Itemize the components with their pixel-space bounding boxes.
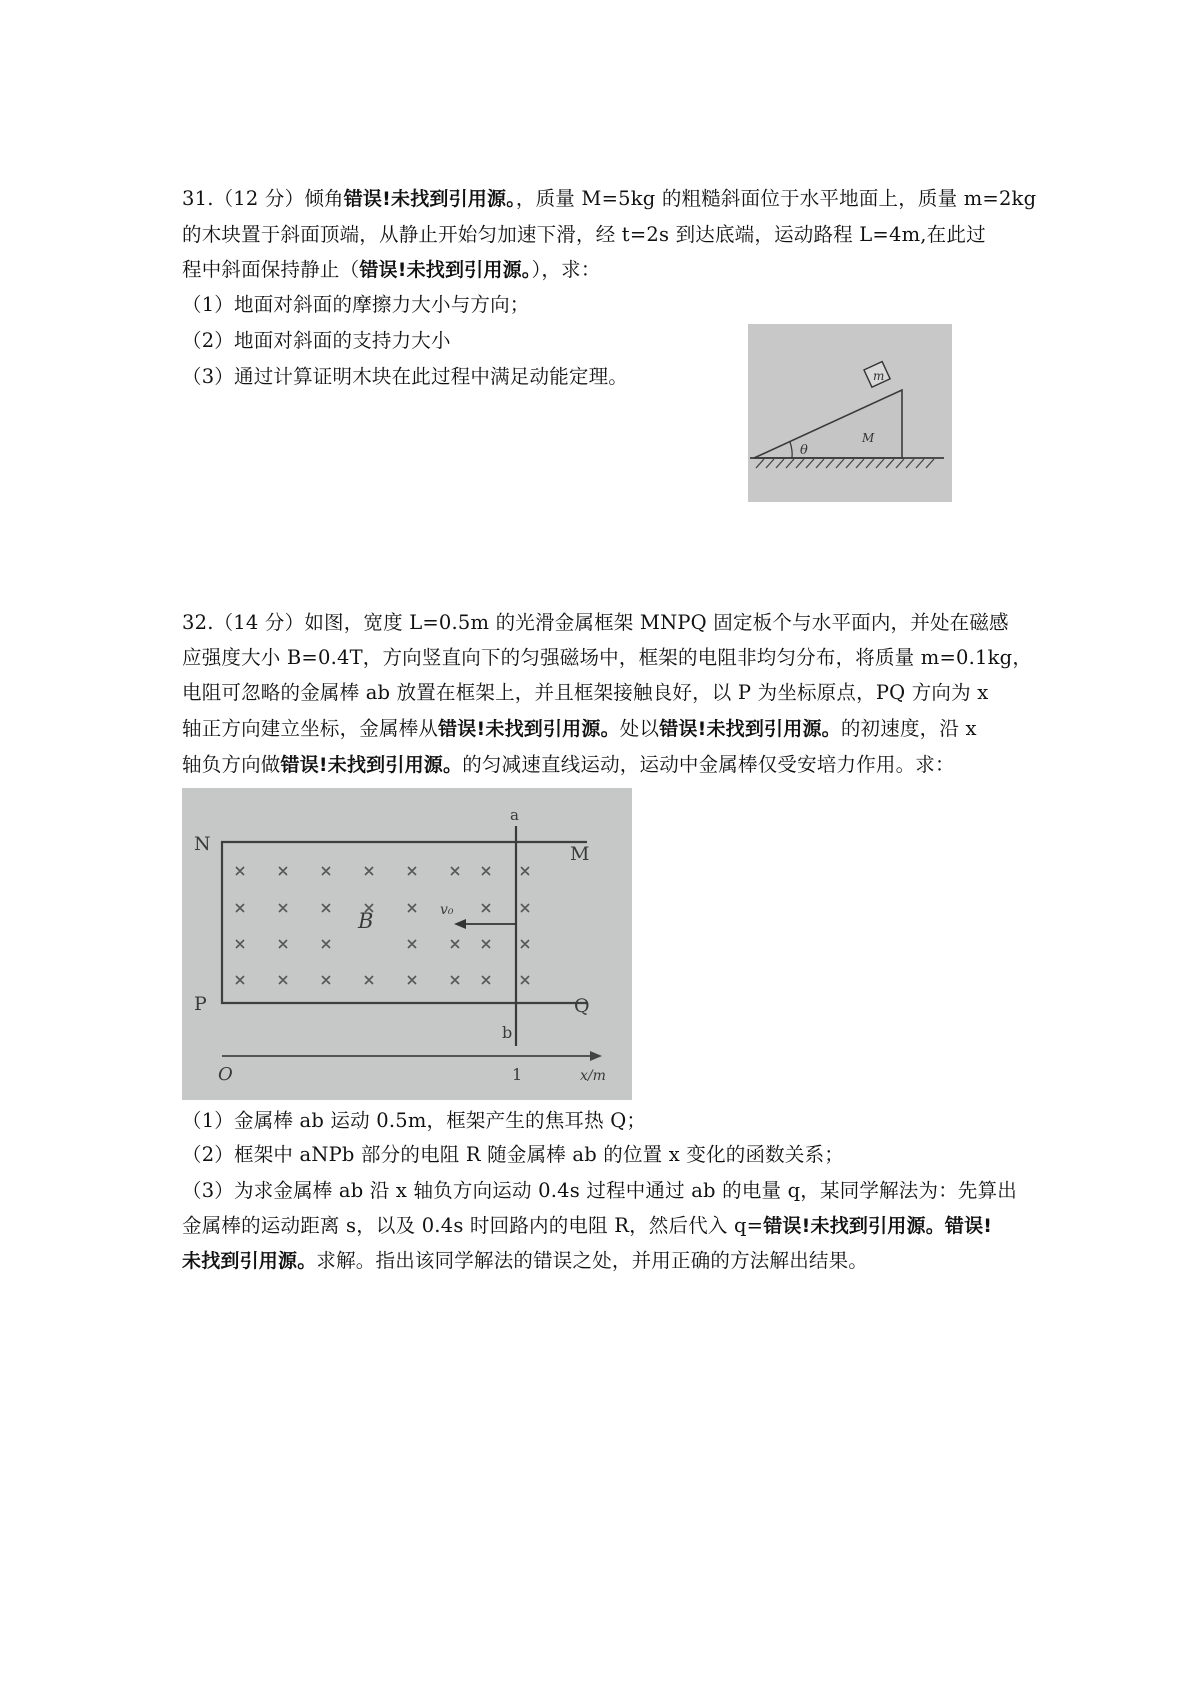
label-x-axis: x/m xyxy=(580,1068,606,1084)
incline-figure xyxy=(748,324,952,502)
q31-item-1: （1）地面对斜面的摩擦力大小与方向； xyxy=(182,293,530,316)
angle-label: θ xyxy=(800,443,808,458)
label-v0: v₀ xyxy=(440,902,454,918)
q32-line-3: 电阻可忽略的金属棒 ab 放置在框架上，并且框架接触良好，以 P 为坐标原点，PQ 方向为 x xyxy=(182,681,989,704)
ref-error: 错误! xyxy=(944,1215,993,1237)
q31-item-2: （2）地面对斜面的支持力大小 xyxy=(182,329,451,352)
ref-error: 错误!未找到引用源。 xyxy=(280,754,463,776)
q32-line-2: 应强度大小 B=0.4T，方向竖直向下的匀强磁场中，框架的电阻非均匀分布，将质量 m=0.1kg， xyxy=(182,646,1033,669)
ref-error: 错误!未找到引用源。 xyxy=(343,188,516,210)
ref-error: 错误!未找到引用源。 xyxy=(359,259,532,281)
ref-error: 错误!未找到引用源。 xyxy=(659,718,841,740)
q32-item-2: （2）框架中 aNPb 部分的电阻 R 随金属棒 ab 的位置 x 变化的函数关系； xyxy=(182,1143,844,1166)
q31-item-3: （3）通过计算证明木块在此过程中满足动能定理。 xyxy=(182,365,629,388)
ref-error: 未找到引用源。 xyxy=(182,1250,317,1272)
label-B: B xyxy=(358,909,374,933)
label-N: N xyxy=(194,833,211,855)
q31-line-1: 31.（12 分）倾角错误!未找到引用源。，质量 M=5kg 的粗糙斜面位于水平地面上，质量 m=2kg xyxy=(182,187,1037,210)
q31-line-2: 的木块置于斜面顶端，从静止开始匀加速下滑，经 t=2s 到达底端，运动路程 L=4m,在此过 xyxy=(182,223,986,246)
ref-error: 错误!未找到引用源。 xyxy=(438,718,620,740)
q31-line-3: 程中斜面保持静止（错误!未找到引用源。），求： xyxy=(182,258,601,281)
frame-diagram xyxy=(182,788,632,1100)
q32-item-3-line-1: （3）为求金属棒 ab 沿 x 轴负方向运动 0.4s 过程中通过 ab 的电量 q，某同学解法为：先算出 xyxy=(182,1179,1018,1202)
q32-line-4: 轴正方向建立坐标，金属棒从错误!未找到引用源。处以错误!未找到引用源。的初速度，沿 x xyxy=(182,717,977,740)
ref-error: 错误!未找到引用源。 xyxy=(763,1215,945,1237)
label-M: M xyxy=(570,843,590,865)
frame-figure xyxy=(182,788,632,1100)
label-tick-1: 1 xyxy=(512,1065,523,1084)
q32-line-1: 32.（14 分）如图，宽度 L=0.5m 的光滑金属框架 MNPQ 固定板个与水平面内，并处在磁感 xyxy=(182,611,1009,634)
label-Q: Q xyxy=(574,995,590,1017)
label-origin-O: O xyxy=(218,1064,233,1085)
q32-line-5: 轴负方向做错误!未找到引用源。的匀减速直线运动，运动中金属棒仅受安培力作用。求： xyxy=(182,753,955,776)
incline-mass-label: M xyxy=(862,431,875,445)
q32-item-1: （1）金属棒 ab 运动 0.5m，框架产生的焦耳热 Q； xyxy=(182,1109,647,1132)
label-a: a xyxy=(510,806,519,824)
label-b: b xyxy=(502,1023,513,1042)
label-P: P xyxy=(194,993,207,1015)
block-mass-label: m xyxy=(873,369,885,383)
q32-item-3-line-2: 金属棒的运动距离 s，以及 0.4s 时回路内的电阻 R，然后代入 q=错误!未找到引用源。错误! xyxy=(182,1214,993,1237)
q32-item-3-line-3: 未找到引用源。求解。指出该同学解法的错误之处，并用正确的方法解出结果。 xyxy=(182,1249,869,1272)
incline-diagram xyxy=(748,324,952,502)
